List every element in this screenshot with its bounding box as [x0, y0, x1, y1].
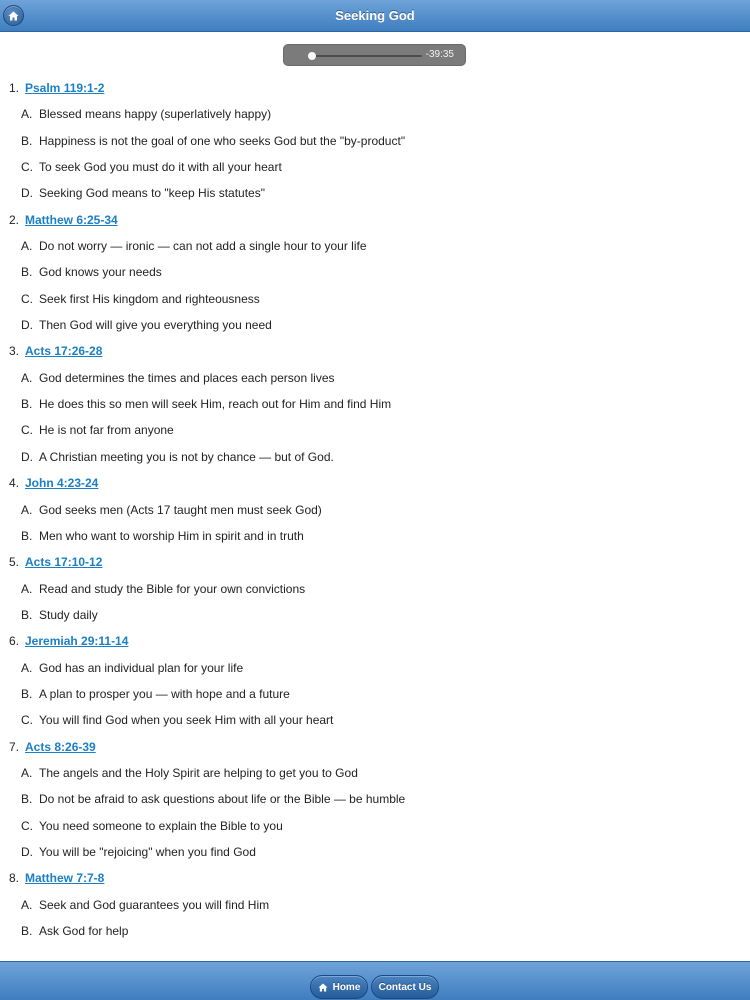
outline-point	[0, 259, 750, 285]
audio-scrubber-handle[interactable]	[308, 52, 316, 60]
point-letter: A.	[21, 581, 33, 596]
section-number: 8.	[9, 871, 20, 886]
outline-point	[0, 391, 750, 417]
outline-point	[0, 892, 750, 918]
point-letter: D.	[21, 449, 33, 464]
point-letter: C.	[21, 713, 33, 728]
outline-point	[0, 312, 750, 338]
point-text: God seeks men (Acts 17 taught men must seek God)	[39, 502, 322, 517]
point-text: Men who want to worship Him in spirit and in truth	[39, 528, 304, 543]
point-text: He does this so men will seek Him, reach out for Him and find Him	[39, 397, 392, 412]
point-letter: A.	[21, 897, 33, 912]
header-bar	[0, 0, 750, 32]
scripture-reference-link[interactable]: Acts 17:26-28	[25, 344, 103, 359]
scripture-reference-link[interactable]: Jeremiah 29:11-14	[25, 634, 129, 649]
section-number: 5.	[9, 555, 20, 570]
outline-section	[0, 865, 750, 891]
page-title: Seeking God	[335, 8, 415, 23]
outline-point	[0, 154, 750, 180]
outline-section	[0, 338, 750, 364]
point-letter: C.	[21, 291, 33, 306]
scripture-reference-link[interactable]: Acts 17:10-12	[25, 555, 103, 570]
point-text: Seeking God means to "keep His statutes"	[39, 186, 265, 201]
footer-home-label: Home	[332, 981, 361, 993]
outline-section	[0, 628, 750, 654]
point-letter: B.	[21, 607, 33, 622]
outline-section	[0, 470, 750, 496]
home-icon	[8, 11, 19, 21]
outline-point	[0, 180, 750, 206]
point-text: He is not far from anyone	[39, 423, 174, 438]
outline-point	[0, 576, 750, 602]
point-text: Blessed means happy (superlatively happy)	[39, 107, 272, 122]
footer-home-button[interactable]	[310, 975, 368, 999]
footer-bar	[0, 961, 750, 1000]
outline-point	[0, 101, 750, 127]
outline-point	[0, 128, 750, 154]
section-number: 6.	[9, 634, 20, 649]
point-letter: B.	[21, 133, 33, 148]
point-letter: C.	[21, 160, 33, 175]
point-letter: D.	[21, 186, 33, 201]
point-letter: B.	[21, 397, 33, 412]
point-text: Ask God for help	[39, 924, 129, 938]
contact-us-label: Contact Us	[378, 981, 432, 993]
outline-point	[0, 839, 750, 865]
point-letter: C.	[21, 423, 33, 438]
point-text: You need someone to explain the Bible to you	[39, 818, 283, 833]
point-letter: B.	[21, 686, 33, 701]
outline-point	[0, 417, 750, 443]
outline-point	[0, 497, 750, 523]
point-text: To seek God you must do it with all your heart	[39, 160, 282, 175]
point-letter: A.	[21, 370, 33, 385]
point-text: The angels and the Holy Spirit are helping to get you to God	[39, 765, 358, 780]
outline-point	[0, 233, 750, 259]
point-text: Study daily	[39, 607, 98, 622]
outline-point	[0, 760, 750, 786]
outline-section	[0, 549, 750, 575]
outline-point	[0, 523, 750, 549]
audio-progress-track[interactable]	[312, 55, 422, 57]
point-letter: A.	[21, 107, 33, 122]
point-text: A plan to prosper you — with hope and a future	[39, 686, 290, 701]
point-text: Happiness is not the goal of one who seeks God but the "by-product"	[39, 133, 406, 148]
point-letter: B.	[21, 265, 33, 280]
outline-point	[0, 444, 750, 470]
point-letter: B.	[21, 924, 33, 938]
home-icon	[318, 983, 328, 992]
point-letter: A.	[21, 239, 33, 254]
point-letter: A.	[21, 765, 33, 780]
point-text: You will find God when you seek Him with all your heart	[39, 713, 334, 728]
outline-section	[0, 734, 750, 760]
point-letter: C.	[21, 818, 33, 833]
scripture-reference-link[interactable]: Matthew 7:7-8	[25, 871, 105, 886]
outline-point	[0, 365, 750, 391]
outline-point	[0, 681, 750, 707]
point-text: Read and study the Bible for your own convictions	[39, 581, 306, 596]
audio-player[interactable]	[283, 44, 466, 66]
contact-us-button[interactable]	[371, 975, 439, 999]
point-text: Seek first His kingdom and righteousness	[39, 291, 260, 306]
scripture-reference-link[interactable]: Matthew 6:25-34	[25, 212, 118, 227]
point-text: A Christian meeting you is not by chance — but of God.	[39, 449, 334, 464]
point-text: God has an individual plan for your life	[39, 660, 244, 675]
scripture-reference-link[interactable]: John 4:23-24	[25, 476, 99, 491]
point-letter: A.	[21, 660, 33, 675]
outline-point	[0, 602, 750, 628]
point-text: Do not worry — ironic — can not add a single hour to your life	[39, 239, 367, 254]
point-text: God determines the times and places each person lives	[39, 370, 335, 385]
section-number: 1.	[9, 81, 20, 95]
section-number: 2.	[9, 212, 20, 227]
audio-time-remaining: -39:35	[425, 49, 454, 60]
point-text: You will be "rejoicing" when you find God	[39, 844, 256, 859]
outline-point	[0, 786, 750, 812]
outline-section	[0, 207, 750, 233]
point-text: Do not be afraid to ask questions about life or the Bible — be humble	[39, 792, 406, 807]
point-letter: B.	[21, 528, 33, 543]
sermon-outline	[0, 75, 750, 944]
point-text: God knows your needs	[39, 265, 162, 280]
outline-section	[0, 75, 750, 101]
point-letter: B.	[21, 792, 33, 807]
outline-point	[0, 918, 750, 944]
outline-point	[0, 655, 750, 681]
point-text: Seek and God guarantees you will find Him	[39, 897, 270, 912]
section-number: 7.	[9, 739, 20, 754]
scripture-reference-link[interactable]: Acts 8:26-39	[25, 739, 96, 754]
scripture-reference-link[interactable]: Psalm 119:1-2	[25, 81, 105, 95]
section-number: 3.	[9, 344, 20, 359]
outline-point	[0, 813, 750, 839]
section-number: 4.	[9, 476, 20, 491]
point-letter: D.	[21, 318, 33, 333]
outline-point	[0, 286, 750, 312]
point-text: Then God will give you everything you need	[39, 318, 272, 333]
point-letter: A.	[21, 502, 33, 517]
point-letter: D.	[21, 844, 33, 859]
home-button[interactable]	[3, 5, 24, 26]
outline-point	[0, 707, 750, 733]
